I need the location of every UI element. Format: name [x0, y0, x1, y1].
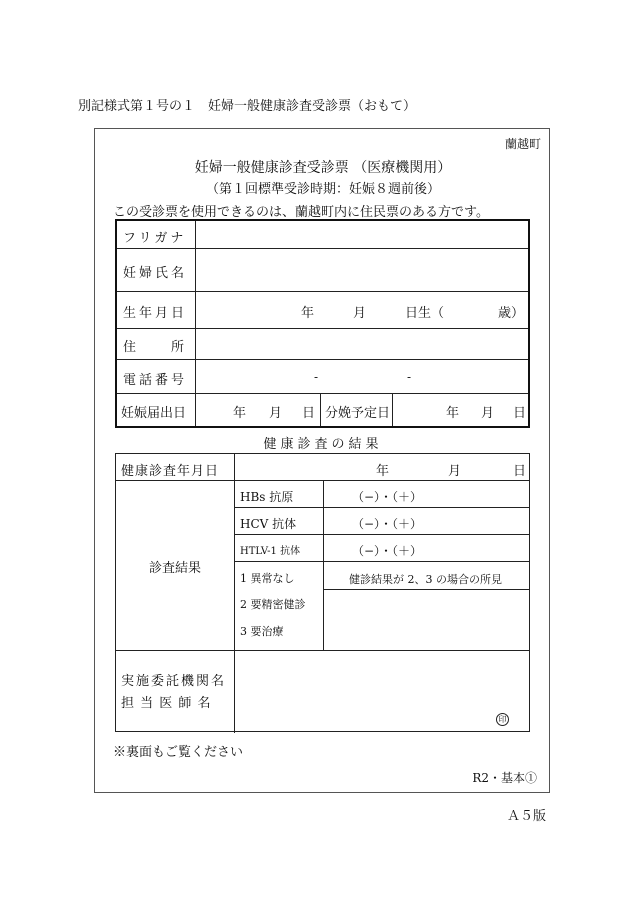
name-field[interactable]	[196, 249, 530, 290]
voucher-frame	[94, 128, 550, 793]
dob-label: 生年月日	[123, 306, 188, 321]
furigana-field[interactable]	[196, 222, 530, 247]
dob-day-unit: 日生（	[405, 306, 445, 321]
address-label: 住 所	[123, 340, 188, 355]
due-day-unit: 日	[513, 406, 527, 421]
form-code: R2・基本①	[472, 771, 537, 785]
dob-month-unit: 月	[353, 306, 367, 321]
notification-year-unit: 年	[233, 406, 247, 421]
notification-month-unit: 月	[269, 406, 283, 421]
pregnancy-notification-label: 妊娠届出日	[121, 406, 187, 421]
seal-icon: 印	[496, 713, 509, 726]
phone-separator: -	[314, 370, 319, 384]
doctor-label: 担 当 医 師 名	[121, 696, 212, 711]
column-divider	[320, 393, 321, 426]
due-year-unit: 年	[446, 406, 460, 421]
phone-label: 電話番号	[123, 373, 188, 388]
name-label: 妊婦氏名	[123, 266, 188, 281]
row-divider	[234, 561, 529, 562]
exam-month-unit: 月	[448, 464, 462, 479]
row-divider	[234, 507, 529, 508]
row-divider	[117, 393, 528, 394]
exam-date-label: 健康診査年月日	[121, 464, 220, 479]
due-date-label: 分娩予定日	[325, 406, 391, 421]
paper-size: Ａ５版	[506, 809, 546, 824]
finding-option-2[interactable]: 2 要精密健診	[240, 598, 306, 611]
row-divider	[117, 291, 528, 292]
voucher-title: 妊婦一般健康診査受診票 （医療機関用）	[194, 160, 452, 176]
findings-note-field[interactable]	[324, 590, 530, 649]
personal-info-form	[115, 219, 530, 428]
address-field[interactable]	[196, 329, 530, 358]
results-section-title: 健康診査の結果	[263, 437, 383, 452]
exam-results-form	[115, 453, 530, 732]
hcv-antibody-result[interactable]: （−）・（＋）	[352, 517, 423, 531]
furigana-label: フリガナ	[123, 231, 187, 246]
findings-note-label: 健診結果が 2、3 の場合の所見	[349, 573, 502, 586]
due-month-unit: 月	[481, 406, 495, 421]
htlv1-antibody-label: HTLV-1 抗体	[240, 546, 301, 557]
htlv1-antibody-result[interactable]: （−）・（＋）	[352, 544, 423, 558]
row-divider	[234, 534, 529, 535]
dob-age-unit: 歳）	[498, 306, 525, 321]
notification-day-unit: 日	[302, 406, 316, 421]
institution-label: 実施委託機関名	[121, 674, 227, 689]
eligibility-notice: この受診票を使用できるのは、蘭越町内に住民票のある方です。	[113, 205, 489, 220]
hbs-antigen-label: HBs 抗原	[240, 490, 294, 504]
hbs-antigen-result[interactable]: （−）・（＋）	[352, 490, 423, 504]
town-name: 蘭越町	[504, 137, 541, 151]
results-label: 診査結果	[149, 561, 202, 576]
voucher-subtitle: （第１回標準受診時期：妊娠８週前後）	[205, 182, 440, 197]
finding-option-1[interactable]: 1 異常なし	[240, 572, 295, 585]
phone-separator: -	[407, 370, 412, 384]
row-divider	[117, 359, 528, 360]
dob-year-unit: 年	[301, 306, 315, 321]
hcv-antibody-label: HCV 抗体	[240, 517, 297, 531]
institution-field[interactable]	[235, 651, 530, 732]
exam-year-unit: 年	[376, 464, 390, 479]
column-divider	[392, 393, 393, 426]
exam-day-unit: 日	[513, 464, 527, 479]
document-header: 別記様式第１号の１ 妊婦一般健康診査受診票（おもて）	[78, 99, 417, 114]
footnote: ※裏面もご覧ください	[113, 745, 244, 760]
finding-option-3[interactable]: 3 要治療	[240, 625, 284, 638]
